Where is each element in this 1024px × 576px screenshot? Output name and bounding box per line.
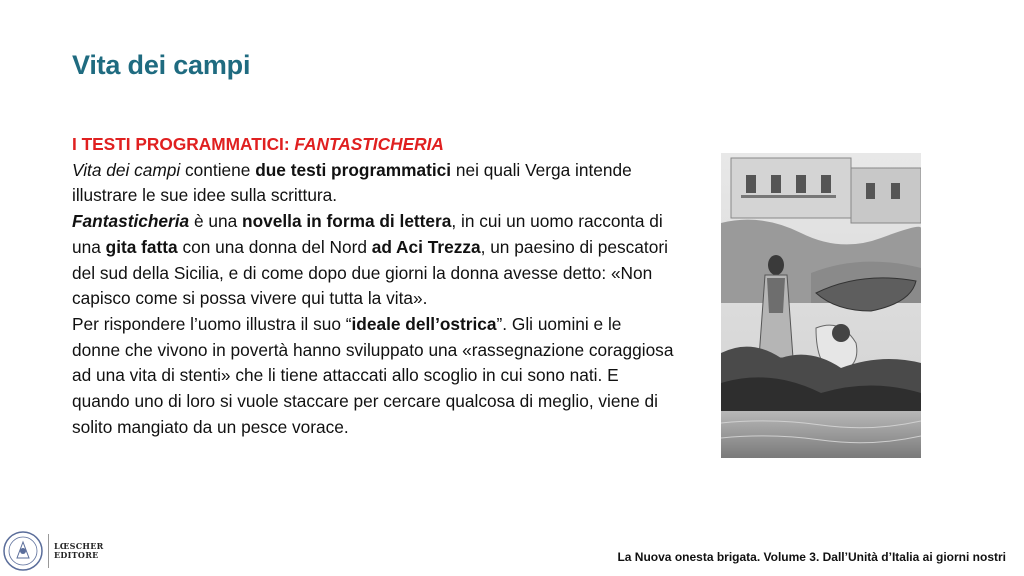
historical-photo xyxy=(721,153,921,458)
heading-prefix: I TESTI PROGRAMMATICI: xyxy=(72,134,295,154)
section-heading xyxy=(72,132,674,158)
footer-caption: La Nuova onesta brigata. Volume 3. Dall’Unità d’Italia ai giorni nostri xyxy=(617,550,1006,564)
text: , un paesino di pescatori del sud della Sicilia, e di come dopo due giorni la donna avesse detto: «Non capisco come si possa vivere qui tutta la vita». xyxy=(72,236,668,309)
text: con una donna del Nord xyxy=(177,236,372,257)
text-italic: Vita dei campi xyxy=(72,159,181,180)
paragraph-3 xyxy=(72,312,674,441)
photo-illustration xyxy=(721,153,921,458)
publisher-logo xyxy=(2,530,104,572)
text: Per rispondere l’uomo illustra il suo “ xyxy=(72,313,352,334)
heading-italic: FANTASTICHERIA xyxy=(294,134,444,154)
text: contiene xyxy=(180,159,256,180)
text-bold: ideale dell’ostrica xyxy=(351,313,497,334)
seal-icon xyxy=(2,530,44,572)
body-text xyxy=(72,132,674,440)
slide-title: Vita dei campi xyxy=(72,50,251,80)
paragraph-1 xyxy=(72,158,674,209)
publisher-name xyxy=(54,542,104,560)
publisher-line-2: EDITORE xyxy=(54,550,99,560)
text-bold-italic: Fantasticheria xyxy=(72,211,190,232)
text-bold: due testi programmatici xyxy=(255,159,452,180)
text: ”. Gli uomini e le donne che vivono in povertà hanno sviluppato una «rassegnazione coraggiosa ad una vita di stenti» che li tiene attaccati allo scoglio in cui sono nati. E quando uno di loro si vuole staccare per cercare qualcosa di meglio, viene di solito mangiato da un pesce vorace. xyxy=(72,313,674,437)
publisher-line-1: LŒSCHER xyxy=(54,541,104,551)
logo-divider xyxy=(48,534,49,568)
text-bold: gita fatta xyxy=(105,236,178,257)
text: è una xyxy=(189,211,243,232)
text: nei quali Verga intende illustrare le sue idee sulla scrittura. xyxy=(72,159,632,206)
paragraph-2 xyxy=(72,209,674,312)
text-bold: ad Aci Trezza xyxy=(371,236,481,257)
text-bold: novella in forma di lettera xyxy=(242,211,452,232)
text: , in cui un uomo racconta di una xyxy=(72,211,663,257)
